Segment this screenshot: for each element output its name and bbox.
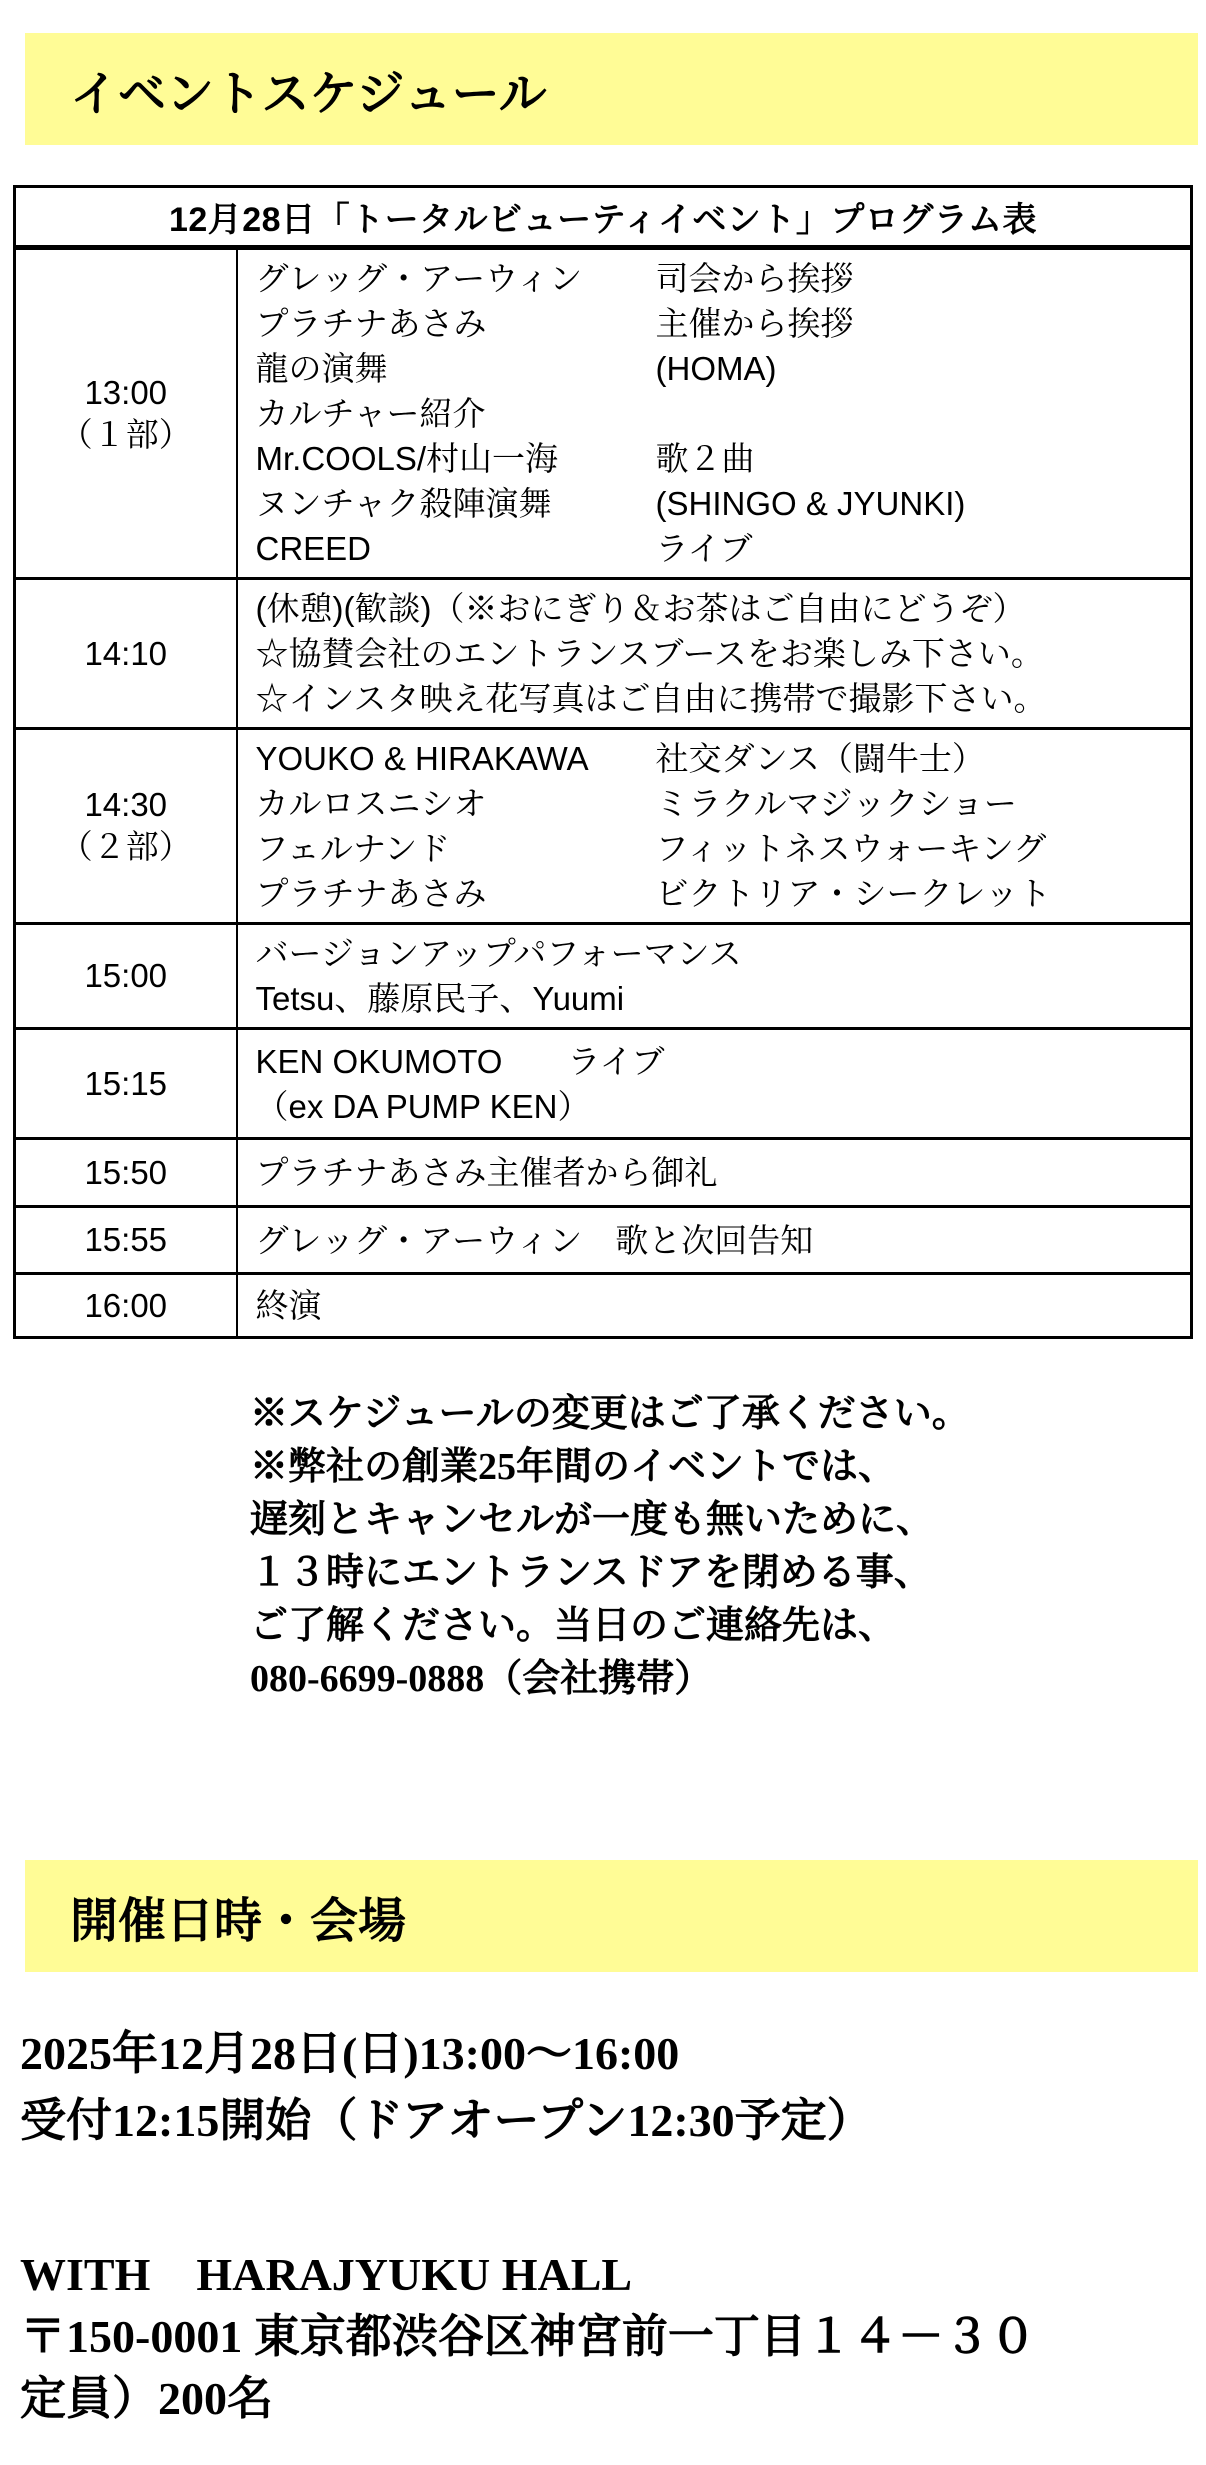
time-label: 14:30 (84, 786, 168, 823)
program-line: Tetsu、藤原民子、Yuumi (255, 980, 625, 1017)
program-row (15, 579, 1192, 729)
program-line (256, 826, 1183, 871)
time-label: （２部） (59, 828, 192, 865)
section-header-event-schedule (25, 33, 1198, 145)
note-line: ご了解ください。当日のご連絡先は、 (250, 1605, 897, 1647)
time-cell (15, 248, 237, 579)
program-line: グレッグ・アーウィン 歌と次回告知 (255, 1221, 814, 1259)
performer-name: CREED (255, 530, 372, 567)
program-line: 終演 (255, 1287, 322, 1324)
performance-desc: ライブ (567, 1042, 665, 1080)
performer-name: 龍の演舞 (255, 350, 388, 387)
performance-desc: 社交ダンス（闘牛士） (655, 740, 985, 777)
program-line (256, 871, 1183, 916)
performance-desc: ミラクルマジックショー (655, 785, 1017, 822)
program-row (15, 1274, 1192, 1338)
time-label: 14:10 (84, 634, 168, 672)
time-cell (15, 1274, 237, 1338)
program-row (15, 924, 1192, 1029)
time-cell (15, 579, 237, 729)
performer-name: ヌンチャク殺陣演舞 (255, 485, 552, 522)
content-cell (237, 248, 1192, 579)
time-cell (15, 1207, 237, 1274)
note-line: 080-6699-0888（会社携帯） (250, 1658, 713, 1700)
program-line: プラチナあさみ主催者から御礼 (255, 1154, 718, 1191)
performer-name: YOUKO & HIRAKAWA (255, 740, 589, 777)
time-cell (15, 924, 237, 1029)
time-cell (15, 1029, 237, 1139)
program-line: (休憩)(歓談)（※おにぎり＆お茶はご自由にどうぞ） (255, 590, 1026, 627)
program-line (256, 301, 1183, 346)
performer-name: カルロスニシオ (255, 785, 487, 822)
program-line (256, 256, 1183, 301)
program-line: （ex DA PUMP KEN） (255, 1087, 591, 1125)
program-line: ☆協賛会社のエントランスブースをお楽しみ下さい。 (255, 635, 1044, 672)
time-label: 15:00 (84, 957, 168, 994)
program-line: ☆インスタ映え花写真はご自由に携帯で撮影下さい。 (255, 680, 1047, 717)
program-line (256, 526, 1183, 571)
venue-line: 〒150-0001 東京都渋谷区神宮前一丁目１４－３０ (20, 2311, 1036, 2362)
performance-desc: ビクトリア・シークレット (655, 875, 1052, 912)
performance-desc: フィットネスウォーキング (655, 830, 1047, 867)
time-label: 15:55 (84, 1221, 168, 1258)
section-header-venue (25, 1860, 1198, 1972)
note-line: 遅刻とキャンセルが一度も無いために、 (250, 1499, 935, 1541)
performance-desc: (SHINGO & JYUNKI) (655, 485, 966, 522)
section-title: 開催日時・会場 (70, 1894, 407, 1948)
event-datetime (20, 2020, 1036, 2154)
program-line (256, 1039, 1183, 1084)
venue-line: WITH HARAJYUKU HALL (20, 2249, 633, 2300)
event-venue (20, 2244, 1036, 2430)
program-table-title: 12月28日「トータルビューティイベント」プログラム表 (15, 187, 1192, 248)
performance-desc: 主催から挨拶 (655, 305, 854, 342)
datetime-line: 受付12:15開始（ドアオープン12:30予定） (20, 2095, 873, 2146)
note-line: １３時にエントランスドアを閉める事、 (250, 1552, 932, 1594)
performance-desc: 歌２曲 (655, 440, 755, 477)
schedule-notes (250, 1388, 970, 1706)
content-cell (237, 1029, 1192, 1139)
note-line: ※弊社の創業25年間のイベントでは、 (250, 1446, 897, 1488)
content-cell (237, 1274, 1192, 1338)
program-line (256, 736, 1183, 781)
content-cell (237, 579, 1192, 729)
time-cell (15, 729, 237, 924)
time-label: （１部） (59, 415, 192, 453)
performance-desc: ライブ (655, 530, 753, 567)
performance-desc: (HOMA) (655, 350, 777, 387)
content-cell (237, 729, 1192, 924)
program-table-body (15, 187, 1192, 1338)
event-info (20, 2020, 1036, 2430)
performer-name: プラチナあさみ (255, 875, 487, 912)
performer-name: KEN OKUMOTO (255, 1042, 503, 1080)
content-cell (237, 924, 1192, 1029)
section-title: イベントスケジュール (70, 67, 547, 121)
note-line: ※スケジュールの変更はご了承ください。 (250, 1393, 970, 1435)
time-label: 13:00 (84, 373, 168, 411)
program-row (15, 248, 1192, 579)
time-label: 15:50 (84, 1153, 168, 1191)
content-cell (237, 1207, 1192, 1274)
program-row (15, 1029, 1192, 1139)
time-label: 16:00 (84, 1286, 168, 1324)
performer-name: カルチャー紹介 (255, 395, 486, 432)
program-row (15, 1207, 1192, 1274)
venue-line: 定員）200名 (20, 2373, 273, 2424)
time-cell (15, 1139, 237, 1207)
program-line (256, 481, 1183, 526)
performer-name: Mr.COOLS/村山一海 (255, 440, 559, 477)
program-line: バージョンアップパフォーマンス (255, 935, 742, 972)
program-line (256, 391, 1183, 436)
program-table-header-row (15, 187, 1192, 248)
performance-desc: 司会から挨拶 (655, 260, 854, 297)
program-table (13, 185, 1193, 1339)
time-label: 15:15 (84, 1064, 168, 1102)
program-line (256, 346, 1183, 391)
program-row (15, 1139, 1192, 1207)
performer-name: フェルナンド (255, 830, 451, 867)
program-row (15, 729, 1192, 924)
performer-name: プラチナあさみ (255, 305, 487, 342)
program-line (256, 781, 1183, 826)
performer-name: グレッグ・アーウィン (255, 260, 583, 297)
datetime-line: 2025年12月28日(日)13:00～16:00 (20, 2028, 680, 2079)
content-cell (237, 1139, 1192, 1207)
program-line (256, 436, 1183, 481)
